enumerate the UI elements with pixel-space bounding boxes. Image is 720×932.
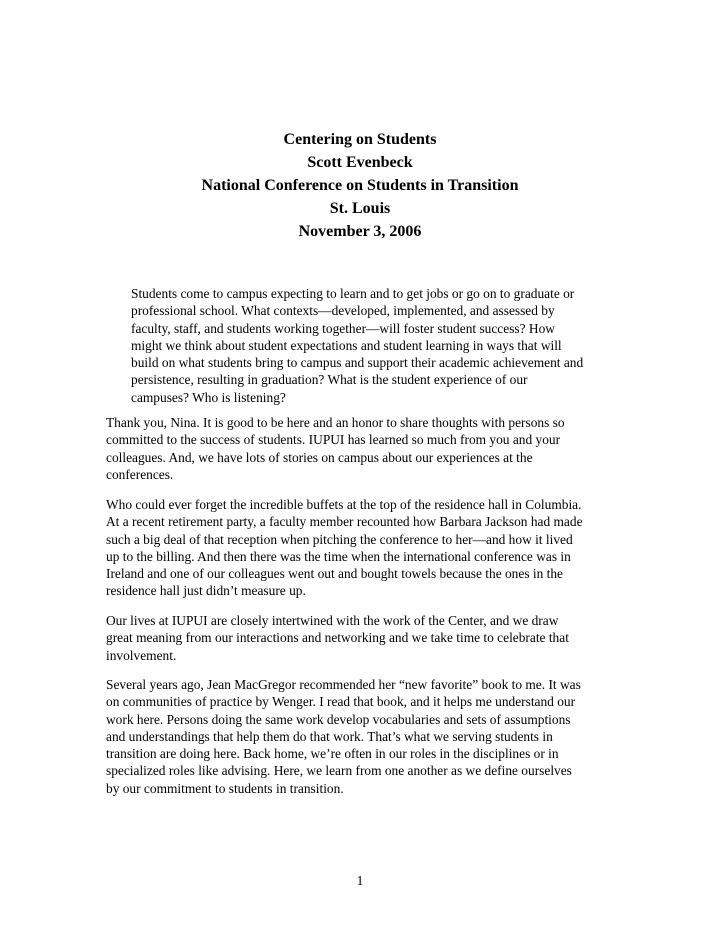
paragraph-line: up to the billing. And then there was the time when the international conference was in	[106, 548, 571, 564]
paragraph-1	[106, 414, 626, 483]
paragraph-line: committed to the success of students. IUPUI has learned so much from you and your	[106, 432, 561, 448]
conference-line: National Conference on Students in Transition	[201, 177, 519, 194]
page-number: 1	[356, 873, 364, 888]
title-line: Centering on Students	[283, 131, 437, 148]
paragraph-line: Several years ago, Jean MacGregor recommended her “new favorite” book to me. It was	[106, 677, 581, 692]
paragraph-line: and understandings that help them do that work. That’s what we serving students in	[106, 728, 553, 744]
date-line: November 3, 2006	[298, 223, 422, 240]
location-line: St. Louis	[329, 200, 391, 217]
abstract-line: professional school. What contexts—developed, implemented, and assessed by	[131, 303, 555, 319]
paragraph-line: residence hall just didn’t measure up.	[106, 583, 306, 599]
paragraph-3	[106, 612, 626, 664]
abstract	[131, 285, 621, 406]
paragraph-line: transition are doing here. Back home, we’re often in our roles in the disciplines or in	[106, 746, 559, 762]
paragraph-4	[106, 676, 626, 797]
abstract-line: build on what students bring to campus and support their academic achievement and	[131, 355, 584, 371]
paragraph-line: specialized roles like advising. Here, we learn from one another as we define ourselves	[106, 763, 572, 779]
paragraph-line: Who could ever forget the incredible buffets at the top of the residence hall in Columbia.	[106, 497, 582, 512]
paragraph-line: on communities of practice by Wenger. I read that book, and it helps me understand our	[106, 694, 576, 710]
abstract-line: persistence, resulting in graduation? What is the student experience of our	[131, 372, 528, 388]
paragraph-line: At a recent retirement party, a faculty member recounted how Barbara Jackson had made	[106, 514, 583, 530]
paragraph-line: involvement.	[106, 647, 177, 663]
paragraph-line: work here. Persons doing the same work develop vocabularies and sets of assumptions	[106, 711, 571, 727]
abstract-line: Students come to campus expecting to learn and to get jobs or go on to graduate or	[131, 286, 575, 301]
paragraph-line: Our lives at IUPUI are closely intertwined with the work of the Center, and we draw	[106, 613, 559, 628]
abstract-line: might we think about student expectations and student learning in ways that will	[131, 337, 562, 353]
paragraph-line: Ireland and one of our colleagues went out and bought towels because the ones in the	[106, 566, 564, 582]
abstract-line: faculty, staff, and students working together—will foster student success? How	[131, 320, 555, 336]
paragraph-line: Thank you, Nina. It is good to be here and an honor to share thoughts with persons so	[106, 415, 565, 430]
abstract-line: campuses? Who is listening?	[131, 389, 286, 405]
paragraph-2	[106, 496, 626, 600]
paragraph-line: great meaning from our interactions and networking and we take time to celebrate that	[106, 630, 569, 646]
author-line: Scott Evenbeck	[307, 154, 413, 171]
paragraph-line: conferences.	[106, 466, 174, 482]
document-title	[0, 128, 720, 243]
paragraph-line: colleagues. And, we have lots of stories on campus about our experiences at the	[106, 449, 533, 465]
paragraph-line: such a big deal of that reception when pitching the conference to her—and how it lived	[106, 531, 573, 547]
paragraph-line: by our commitment to students in transition.	[106, 780, 344, 796]
